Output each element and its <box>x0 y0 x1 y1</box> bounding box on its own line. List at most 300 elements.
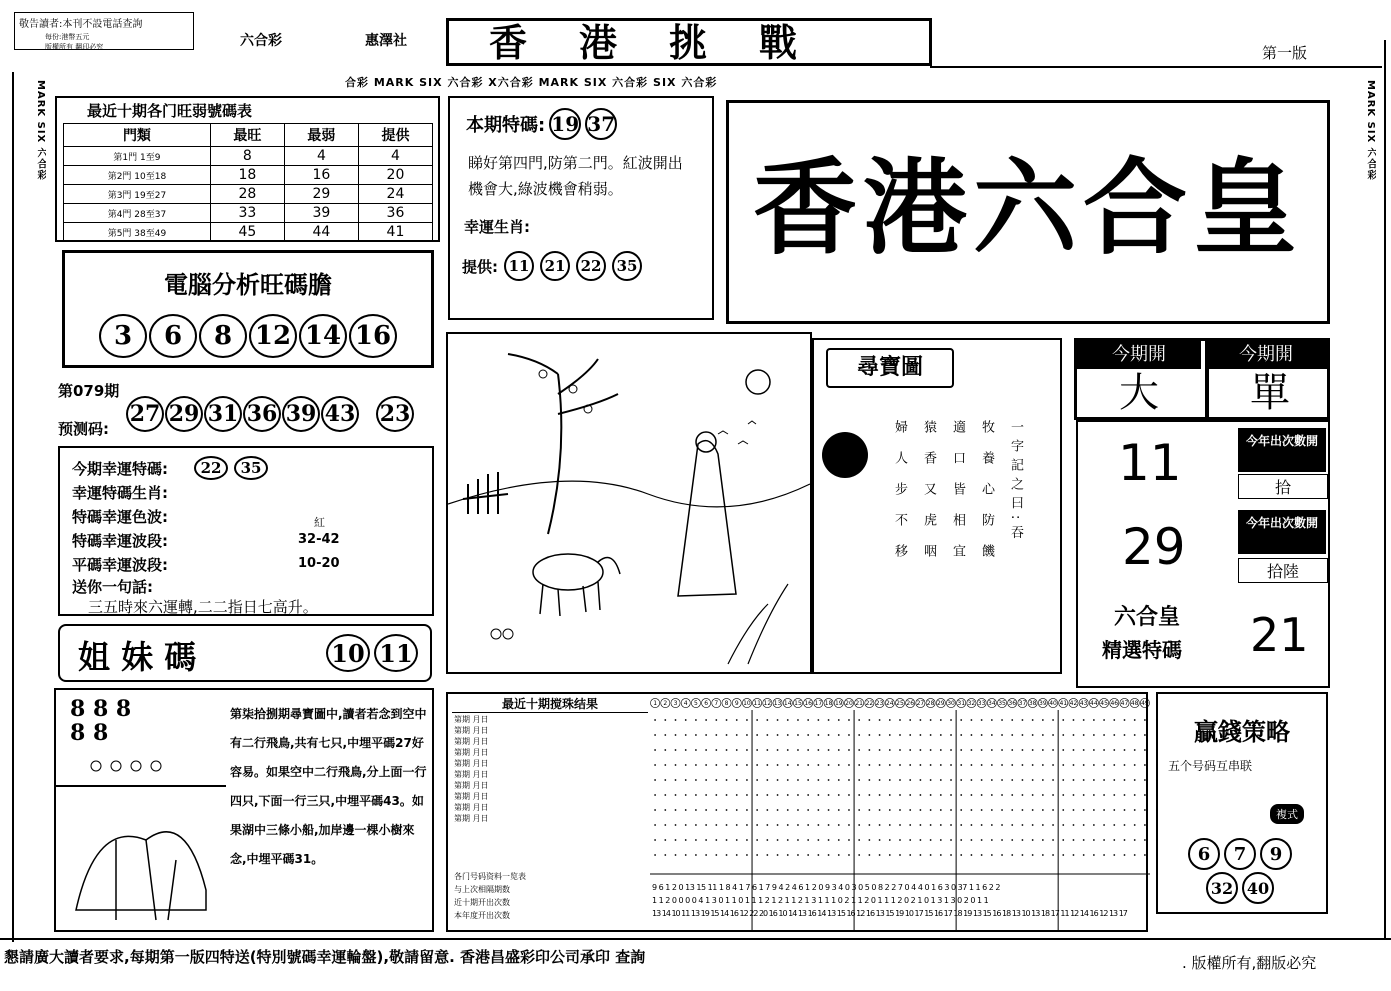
grid-dot <box>766 749 768 751</box>
grid-dot <box>848 749 850 751</box>
grid-dot <box>736 839 738 841</box>
computer-number: 6 <box>149 314 197 358</box>
grid-dot <box>828 734 830 736</box>
grid-dot <box>1062 749 1064 751</box>
prediction-number: 36 <box>243 396 281 432</box>
grid-dot <box>909 854 911 856</box>
grid-dot <box>766 824 768 826</box>
grid-dot <box>746 824 748 826</box>
open-box <box>1074 338 1330 420</box>
special-number: 19 <box>549 108 581 140</box>
grid-dot <box>930 824 932 826</box>
grid-dot <box>715 854 717 856</box>
grid-dot <box>756 734 758 736</box>
grid-dot <box>899 764 901 766</box>
illustration-box <box>446 332 812 674</box>
grid-dot <box>940 779 942 781</box>
prediction-number: 43 <box>321 396 359 432</box>
prediction-number: 29 <box>165 396 203 432</box>
brand-a: 六合彩 <box>240 33 282 49</box>
grid-dot <box>817 809 819 811</box>
grid-dot <box>1093 719 1095 721</box>
grid-dot <box>1093 794 1095 796</box>
grid-dot <box>1032 794 1034 796</box>
grid-dot <box>726 794 728 796</box>
grid-dot <box>1062 809 1064 811</box>
grid-dot <box>1093 824 1095 826</box>
grid-dot <box>1083 734 1085 736</box>
column-number: 35 <box>998 700 1006 707</box>
period-label: 第期 月日 <box>454 715 489 724</box>
grid-dot <box>848 764 850 766</box>
lucky-row5-value: 10-20 <box>298 556 340 571</box>
brand-b: 惠澤社 <box>365 33 407 49</box>
grid-dot <box>1052 719 1054 721</box>
grid-dot <box>1001 824 1003 826</box>
grid-dot <box>1134 749 1136 751</box>
left-side-pattern: MARK SIX 六合彩 <box>35 80 46 181</box>
grid-dot <box>1042 734 1044 736</box>
period-label: 第期 月日 <box>454 748 489 757</box>
col-door: 門類 <box>64 124 211 147</box>
grid-dot <box>756 719 758 721</box>
grid-dot <box>1093 809 1095 811</box>
row-label: 本年度开出次数 <box>454 911 510 920</box>
offer-number: 21 <box>540 251 570 281</box>
column-number: 40 <box>1049 700 1057 707</box>
column-number: 34 <box>988 700 996 707</box>
grid-dot <box>675 764 677 766</box>
grid-dot <box>1144 734 1146 736</box>
grid-dot <box>879 779 881 781</box>
sister-box <box>58 624 432 682</box>
grid-dot <box>664 749 666 751</box>
grid-dot <box>807 734 809 736</box>
lucky-row5-label: 平碼幸運波段: <box>72 556 168 574</box>
grid-dot <box>868 809 870 811</box>
cell-offer: 20 <box>358 166 432 185</box>
grid-dot <box>848 734 850 736</box>
grid-dot <box>1011 824 1013 826</box>
special-title: 本期特碼: <box>466 115 546 136</box>
grid-dot <box>1134 719 1136 721</box>
grid-dot <box>1032 749 1034 751</box>
strategy-number: 7 <box>1224 838 1256 870</box>
year-tag-value2: 拾陸 <box>1238 558 1328 583</box>
cell-hot: 45 <box>210 223 284 242</box>
grid-dot <box>940 734 942 736</box>
grid-dot <box>756 854 758 856</box>
column-number: 43 <box>1079 700 1088 707</box>
right-side-pattern: MARK SIX 六合彩 <box>1365 80 1376 181</box>
grid-dot <box>899 779 901 781</box>
grid-dot <box>1052 824 1054 826</box>
grid-dot <box>675 794 677 796</box>
grid-dot <box>1093 734 1095 736</box>
grid-dot <box>1042 749 1044 751</box>
grid-dot <box>930 764 932 766</box>
grid-dot <box>736 809 738 811</box>
grid-dot <box>971 824 973 826</box>
cell-hot: 28 <box>210 185 284 204</box>
period-label: 第期 月日 <box>454 726 489 735</box>
grid-dot <box>909 794 911 796</box>
row-label: 各门号码资料一览表 <box>454 872 526 881</box>
grid-dot <box>817 854 819 856</box>
grid-dot <box>991 764 993 766</box>
column-number: 6 <box>704 700 709 707</box>
grid-dot <box>1083 824 1085 826</box>
grid-dot <box>930 809 932 811</box>
grid-dot <box>705 779 707 781</box>
grid-dot <box>960 764 962 766</box>
six-king-number: 21 <box>1250 608 1309 662</box>
year-tag: 今年出次數開 <box>1238 428 1326 472</box>
grid-dot <box>664 764 666 766</box>
grid-dot <box>746 734 748 736</box>
period-label: 第期 月日 <box>454 770 489 779</box>
grid-dot <box>981 779 983 781</box>
grid-dot <box>930 854 932 856</box>
prediction-label: 预测码: <box>58 420 109 438</box>
grid-dot <box>991 734 993 736</box>
column-number: 8 <box>724 700 729 707</box>
grid-dot <box>1032 719 1034 721</box>
column-number: 5 <box>694 700 698 707</box>
grid-dot <box>838 794 840 796</box>
cell-offer: 24 <box>358 185 432 204</box>
grid-dot <box>807 749 809 751</box>
results-title: 最近十期搅珠结果 <box>452 695 648 713</box>
column-number: 31 <box>957 700 966 707</box>
strategy-box <box>1156 692 1328 914</box>
grid-dot <box>726 749 728 751</box>
grid-dot <box>695 764 697 766</box>
column-number: 22 <box>865 700 874 707</box>
grid-dot <box>1144 779 1146 781</box>
grid-dot <box>848 839 850 841</box>
grid-dot <box>971 749 973 751</box>
grid-dot <box>899 749 901 751</box>
grid-dot <box>828 749 830 751</box>
strategy-number: 9 <box>1260 838 1292 870</box>
grid-dot <box>726 719 728 721</box>
grid-dot <box>1001 854 1003 856</box>
grid-dot <box>705 854 707 856</box>
grid-dot <box>981 764 983 766</box>
column-number: 13 <box>773 700 782 707</box>
grid-dot <box>756 809 758 811</box>
grid-dot <box>1001 719 1003 721</box>
grid-dot <box>756 839 758 841</box>
grid-dot <box>777 764 779 766</box>
grid-dot <box>1073 824 1075 826</box>
notice-line3: 版權所有 翻印必究 <box>45 43 104 51</box>
grid-dot <box>981 734 983 736</box>
column-number: 36 <box>1008 700 1017 707</box>
grid-dot <box>766 794 768 796</box>
computer-box <box>62 250 434 368</box>
story-illustration <box>56 690 226 930</box>
grid-dot <box>685 734 687 736</box>
grid-dot <box>695 734 697 736</box>
outer-left-rule <box>12 72 14 942</box>
grid-dot <box>920 824 922 826</box>
grid-dot <box>858 764 860 766</box>
grid-dot <box>1011 794 1013 796</box>
grid-dot <box>1042 809 1044 811</box>
grid-dot <box>695 839 697 841</box>
sister-label: 姐 妹 碼 <box>78 638 197 676</box>
grid-dot <box>981 749 983 751</box>
year-num2: 29 <box>1122 518 1186 576</box>
grid-dot <box>1042 764 1044 766</box>
grid-dot <box>654 719 656 721</box>
grid-dot <box>1001 839 1003 841</box>
grid-dot <box>807 809 809 811</box>
grid-dot <box>1093 779 1095 781</box>
offer-number: 11 <box>504 251 534 281</box>
grid-dot <box>807 719 809 721</box>
prediction-number: 31 <box>204 396 242 432</box>
grid-dot <box>981 824 983 826</box>
grid-dot <box>787 749 789 751</box>
grid-dot <box>991 809 993 811</box>
grid-dot <box>695 809 697 811</box>
grid-dot <box>879 824 881 826</box>
lucky-number: 22 <box>194 456 228 480</box>
grid-dot <box>838 839 840 841</box>
lucky-row4-label: 特碼幸運波段: <box>72 532 168 550</box>
grid-dot <box>889 719 891 721</box>
grid-dot <box>1052 839 1054 841</box>
grid-dot <box>1011 734 1013 736</box>
grid-dot <box>685 839 687 841</box>
grid-dot <box>950 809 952 811</box>
grid-dot <box>889 764 891 766</box>
grid-dot <box>1124 854 1126 856</box>
grid-dot <box>807 779 809 781</box>
grid-dot <box>685 749 687 751</box>
svg-text:8 8 8: 8 8 8 <box>70 696 132 722</box>
grid-dot <box>838 809 840 811</box>
grid-dot <box>858 794 860 796</box>
grid-dot <box>971 779 973 781</box>
svg-text:8 8: 8 8 <box>70 720 109 746</box>
grid-dot <box>1011 854 1013 856</box>
grid-dot <box>828 764 830 766</box>
grid-dot <box>1113 719 1115 721</box>
special-number: 37 <box>585 108 617 140</box>
column-number: 28 <box>926 700 935 707</box>
grid-dot <box>1001 794 1003 796</box>
grid-dot <box>1144 809 1146 811</box>
grid-dot <box>1042 854 1044 856</box>
grid-dot <box>756 749 758 751</box>
grid-dot <box>828 794 830 796</box>
grid-dot <box>1134 734 1136 736</box>
grid-dot <box>746 839 748 841</box>
grid-dot <box>1113 794 1115 796</box>
grid-dot <box>838 854 840 856</box>
grid-dot <box>1032 734 1034 736</box>
grid-dot <box>777 809 779 811</box>
row-label: 第2門 10至18 <box>64 166 211 185</box>
sister-number: 11 <box>374 634 418 672</box>
period-label: 第期 月日 <box>454 781 489 790</box>
grid-dot <box>879 839 881 841</box>
grid-dot <box>1011 719 1013 721</box>
door-table <box>63 123 433 242</box>
treasure-dot <box>822 432 868 478</box>
grid-dot <box>1042 824 1044 826</box>
grid-dot <box>868 719 870 721</box>
grid-dot <box>1083 794 1085 796</box>
grid-dot <box>1093 749 1095 751</box>
grid-dot <box>1062 854 1064 856</box>
grid-dot <box>828 839 830 841</box>
grid-dot <box>1052 764 1054 766</box>
grid-dot <box>909 839 911 841</box>
grid-dot <box>858 749 860 751</box>
grid-dot <box>746 794 748 796</box>
grid-dot <box>695 719 697 721</box>
grid-dot <box>1124 839 1126 841</box>
grid-dot <box>1011 764 1013 766</box>
grid-dot <box>787 794 789 796</box>
grid-dot <box>960 824 962 826</box>
open-value-big: 大 <box>1119 370 1159 416</box>
grid-dot <box>715 719 717 721</box>
cell-offer: 4 <box>358 147 432 166</box>
goat-herder-illustration <box>448 334 810 672</box>
grid-dot <box>756 794 758 796</box>
grid-dot <box>899 809 901 811</box>
grid-dot <box>991 839 993 841</box>
grid-dot <box>981 809 983 811</box>
door-table-title: 最近十期各门旺弱號碼表 <box>87 102 253 120</box>
cell-cold: 16 <box>284 166 358 185</box>
grid-dot <box>950 749 952 751</box>
grid-dot <box>746 749 748 751</box>
row-label: 第1門 1至9 <box>64 147 211 166</box>
grid-dot <box>787 839 789 841</box>
outer-right-rule <box>1384 40 1386 940</box>
grid-dot <box>838 734 840 736</box>
grid-dot <box>1124 734 1126 736</box>
year-tag-value1: 拾 <box>1238 474 1328 499</box>
column-number: 14 <box>783 700 792 707</box>
grid-dot <box>1093 854 1095 856</box>
grid-dot <box>695 854 697 856</box>
grid-dot <box>1052 779 1054 781</box>
grid-dot <box>787 809 789 811</box>
open-label: 今期開 <box>1077 341 1201 369</box>
grid-dot <box>1113 854 1115 856</box>
grid-dot <box>930 719 932 721</box>
row-label: 近十期开出次数 <box>454 898 510 907</box>
column-number: 49 <box>1141 700 1149 707</box>
grid-dot <box>746 719 748 721</box>
grid-dot <box>1083 749 1085 751</box>
grid-dot <box>1134 839 1136 841</box>
column-number: 27 <box>916 700 925 707</box>
grid-dot <box>777 734 779 736</box>
grid-dot <box>868 749 870 751</box>
grid-dot <box>828 719 830 721</box>
grid-dot <box>940 749 942 751</box>
grid-dot <box>1103 794 1105 796</box>
grid-dot <box>879 809 881 811</box>
column-number: 45 <box>1100 700 1108 707</box>
grid-dot <box>868 839 870 841</box>
grid-dot <box>920 854 922 856</box>
column-number: 38 <box>1028 700 1037 707</box>
grid-dot <box>787 719 789 721</box>
column-number: 9 <box>734 700 739 707</box>
grid-dot <box>1032 779 1034 781</box>
grid-dot <box>920 839 922 841</box>
grid-dot <box>695 749 697 751</box>
grid-dot <box>940 824 942 826</box>
grid-dot <box>675 719 677 721</box>
grid-dot <box>675 839 677 841</box>
grid-dot <box>1103 719 1105 721</box>
grid-dot <box>715 764 717 766</box>
grid-dot <box>817 764 819 766</box>
grid-dot <box>1011 839 1013 841</box>
grid-dot <box>777 839 779 841</box>
freq-row: 1 1 2 0 0 0 0 4 1 3 0 1 1 0 1 1 1 2 1 2 1 1 2 1 3 1 1 1 0 2 1 1 2 0 1 1 1 2 0 2 1 0 1 3 1 3 0 2 0 1 1 <box>652 897 989 905</box>
grid-dot <box>981 719 983 721</box>
grid-dot <box>787 734 789 736</box>
cell-hot: 33 <box>210 204 284 223</box>
grid-dot <box>991 854 993 856</box>
grid-dot <box>664 809 666 811</box>
grid-dot <box>899 719 901 721</box>
table-row <box>64 223 433 242</box>
grid-dot <box>1113 764 1115 766</box>
grid-dot <box>1073 839 1075 841</box>
grid-dot <box>817 839 819 841</box>
grid-dot <box>817 794 819 796</box>
strategy-title: 贏錢策略 <box>1194 718 1290 746</box>
grid-dot <box>1073 734 1075 736</box>
grid-dot <box>736 794 738 796</box>
grid-dot <box>695 779 697 781</box>
grid-dot <box>1011 779 1013 781</box>
grid-dot <box>971 839 973 841</box>
column-number: 44 <box>1090 700 1098 707</box>
grid-dot <box>1103 839 1105 841</box>
grid-dot <box>797 734 799 736</box>
grid-dot <box>654 734 656 736</box>
grid-dot <box>1103 764 1105 766</box>
grid-dot <box>1144 824 1146 826</box>
grid-dot <box>828 824 830 826</box>
grid-dot <box>787 764 789 766</box>
grid-dot <box>1062 764 1064 766</box>
grid-dot <box>1113 824 1115 826</box>
period-label: 第期 月日 <box>454 803 489 812</box>
grid-dot <box>1093 764 1095 766</box>
cell-offer: 41 <box>358 223 432 242</box>
grid-dot <box>797 719 799 721</box>
grid-dot <box>950 794 952 796</box>
strategy-subtitle: 五个号码互串联 <box>1168 759 1253 773</box>
grid-dot <box>858 809 860 811</box>
grid-dot <box>950 824 952 826</box>
